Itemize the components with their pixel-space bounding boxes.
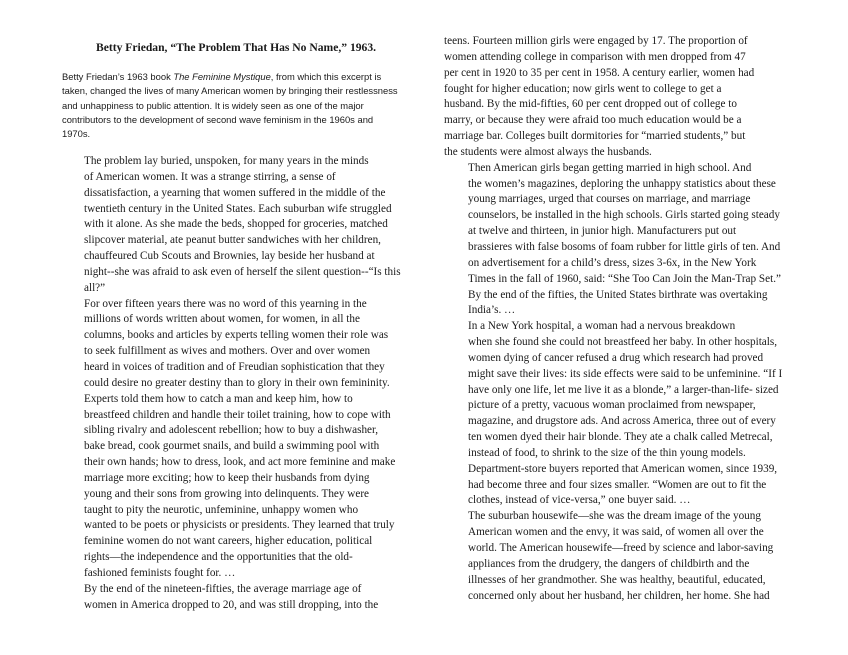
text-line: had become three and four sizes smaller. “Women are out to fit the — [468, 478, 767, 491]
text-line: young marriages, urged that courses on marriage, and marriage — [468, 193, 751, 206]
left-column-body — [60, 154, 412, 613]
text-line: appliances from the drudgery, the dangers of childbirth and the — [468, 557, 750, 570]
text-line: with it alone. As she made the beds, shopped for groceries, matched — [84, 218, 388, 231]
text-line: Times in the fall of 1960, said: “She Too Can Join the Man-Trap Set.” — [468, 272, 781, 285]
text-line: illnesses of her grandmother. She was healthy, beautiful, educated, — [468, 573, 766, 586]
text-line: the women’s magazines, deploring the unhappy statistics about these — [468, 177, 776, 190]
intro-paragraph — [62, 70, 402, 141]
text-line: marriage bar. Colleges built dormitories for “married students,” but — [444, 130, 746, 143]
text-line: per cent in 1920 to 35 per cent in 1958. A century earlier, women had — [444, 66, 755, 79]
text-line: counselors, be installed in the high schools. Girls started going steady — [468, 209, 780, 222]
body-paragraph — [444, 161, 800, 319]
text-line: women dying of cancer refused a drug which research had proved — [468, 351, 764, 364]
text-line: feminine women do not want careers, higher education, political — [84, 535, 373, 548]
book-title: The Feminine Mystique — [173, 71, 271, 82]
text-line: taught to pity the neurotic, unfeminine, unhappy women who — [84, 503, 359, 516]
body-paragraph — [60, 582, 412, 614]
text-line: By the end of the fifties, the United States birthrate was overtaking — [468, 288, 768, 301]
text-line: marriage more exciting; how to keep their husbands from dying — [84, 471, 370, 484]
text-line: could desire no greater destiny than to glory in their own femininity. — [84, 376, 390, 389]
text-line: heard in voices of tradition and of Freudian sophistication that they — [84, 360, 385, 373]
intro-text-before: Betty Friedan’s 1963 book — [62, 71, 174, 82]
text-line: women in America dropped to 20, and was still dropping, into the — [84, 598, 379, 611]
text-line: magazine, and drugstore ads. And across America, three out of every — [468, 415, 776, 428]
text-line: clothes, instead of vice-versa,” one buyer said. … — [468, 494, 691, 507]
text-line: have only one life, let me live it as a blonde,” a larger-than-life- sized — [468, 383, 779, 396]
text-line: young and their sons from growing into delinquents. They were — [84, 487, 370, 500]
text-line: at twelve and thirteen, in junior high. Manufacturers put out — [468, 225, 737, 238]
text-line: on advertisement for a child’s dress, sizes 3-6x, in the New York — [468, 256, 757, 269]
text-line: husband. By the mid-fifties, 60 per cent dropped out of college to — [444, 98, 737, 111]
text-line: fashioned feminists fought for. … — [84, 566, 236, 579]
text-line: American women and the envy, it was said, of women all over the — [468, 526, 764, 539]
text-line: night--she was afraid to ask even of herself the silent question--“Is this — [84, 265, 401, 278]
text-line: India’s. … — [468, 304, 516, 317]
text-line: For over fifteen years there was no word of this yearning in the — [84, 297, 367, 310]
text-line: the students were almost always the husbands. — [444, 145, 652, 158]
text-line: ten women dyed their hair blonde. They ate a chalk called Metrecal, — [468, 431, 773, 444]
text-line: fought for higher education; now girls went to college to get a — [444, 82, 722, 95]
body-paragraph — [60, 297, 412, 582]
text-line: sibling rivalry and adolescent rebellion; how to buy a dishwasher, — [84, 424, 379, 437]
text-line: marry, or because they were afraid too much education would be a — [444, 114, 742, 127]
text-line: slipcover material, ate peanut butter sandwiches with her children, — [84, 234, 381, 247]
text-line: millions of words written about women, for women, in all the — [84, 313, 360, 326]
body-paragraph — [444, 319, 800, 509]
text-line: columns, books and articles by experts telling women their role was — [84, 329, 389, 342]
right-column-body — [444, 34, 800, 604]
text-line: concerned only about her husband, her children, her home. She had — [468, 589, 770, 602]
text-line: world. The American housewife—freed by science and labor-saving — [468, 542, 774, 554]
text-line: picture of a pretty, vacuous woman proclaimed from newspaper, — [468, 399, 756, 412]
text-line: rights—the independence and the opportunities that the old- — [84, 551, 353, 564]
text-line: might save their lives: its side effects were said to be unfeminine. “If I — [468, 367, 783, 380]
text-line: twentieth century in the United States. Each suburban wife struggled — [84, 202, 392, 215]
text-line: chauffeured Cub Scouts and Brownies, lay beside her husband at — [84, 250, 375, 263]
text-line: The problem lay buried, unspoken, for many years in the minds — [84, 155, 369, 167]
document-title: Betty Friedan, “The Problem That Has No Name,” 1963. — [95, 41, 377, 54]
intro-text-after: , from which this excerpt is taken, changed the lives of many American women by bringing their restlessness and unhappiness to public attention. It is widely seen as one of the major contributors to the development of second wave feminism in the 1960s and 1970s. — [62, 71, 398, 140]
text-line: Department-store buyers reported that American women, since 1939, — [468, 462, 778, 475]
text-line: breastfeed children and handle their toilet training, how to cope with — [84, 408, 391, 421]
text-line: when she found she could not breastfeed her baby. In other hospitals, — [468, 336, 778, 349]
text-line: bake bread, cook gourmet snails, and build a swimming pool with — [84, 440, 380, 453]
text-line: Experts told them how to catch a man and keep him, how to — [84, 392, 353, 405]
text-line: In a New York hospital, a woman had a nervous breakdown — [468, 320, 736, 333]
text-line: By the end of the nineteen-fifties, the average marriage age of — [84, 582, 362, 595]
body-paragraph — [60, 154, 412, 297]
text-line: brassieres with false bosoms of foam rubber for little girls of ten. And — [468, 240, 781, 253]
text-line: their own hands; how to dress, look, and act more feminine and make — [84, 456, 396, 469]
body-paragraph — [444, 509, 800, 604]
body-paragraph — [444, 34, 800, 161]
text-line: Then American girls began getting married in high school. And — [468, 161, 752, 174]
text-line: teens. Fourteen million girls were engaged by 17. The proportion of — [444, 35, 748, 47]
text-line: women attending college in comparison with men dropped from 47 — [444, 50, 746, 63]
text-line: of American women. It was a strange stirring, a sense of — [84, 170, 336, 183]
text-line: to seek fulfillment as wives and mothers. Over and over women — [84, 345, 371, 358]
text-line: The suburban housewife—she was the dream image of the young — [468, 510, 761, 523]
text-line: wanted to be poets or physicists or presidents. They learned that truly — [84, 519, 395, 532]
text-line: all?” — [84, 281, 106, 294]
text-line: instead of food, to shrink to the size of the thin young models. — [468, 446, 746, 459]
text-line: dissatisfaction, a yearning that women suffered in the middle of the — [84, 186, 386, 199]
